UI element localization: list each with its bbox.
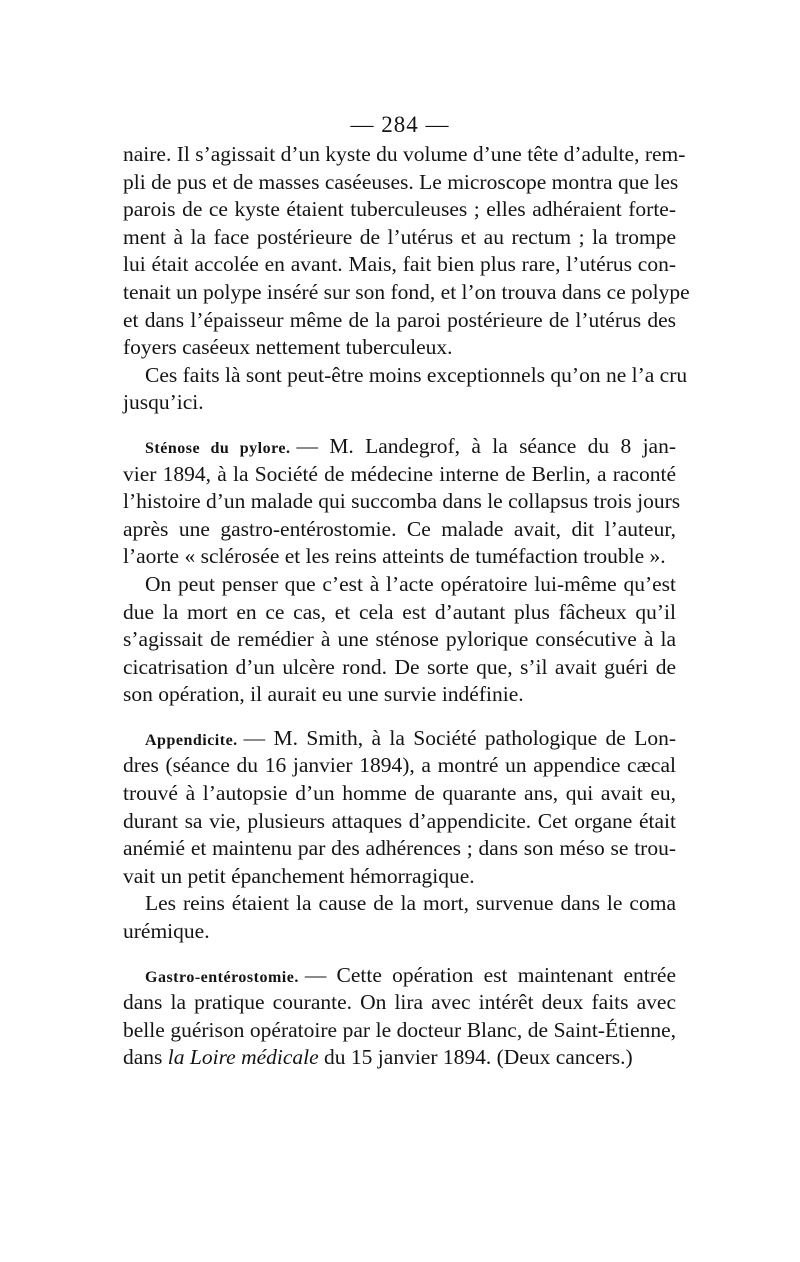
text-line: pli de pus et de masses caséeuses. Le microscope montra que les (123, 169, 679, 194)
intro-paragraph-2 (123, 362, 688, 417)
text-line: due la mort en ce cas, et cela est d’autant plus fâcheux qu’il (123, 599, 676, 624)
text-line: dans la pratique courante. On lira avec intérêt deux faits avec (123, 990, 676, 1015)
gastro-section (123, 962, 676, 1072)
text-line: Les reins étaient la cause de la mort, survenue dans le coma (145, 891, 676, 916)
text-line (123, 725, 676, 753)
text-line: dres (séance du 16 janvier 1894), a montré un appendice cæcal (123, 753, 676, 778)
text-line: lui était accolée en avant. Mais, fait bien plus rare, l’utérus con- (123, 252, 676, 277)
text-line: après une gastro-entérostomie. Ce malade avait, dit l’auteur, (123, 516, 676, 541)
text-line (123, 433, 676, 461)
section-heading: Gastro-entérostomie. (145, 968, 299, 986)
text-line: trouvé à l’autopsie d’un homme de quarante ans, qui avait eu, (123, 781, 676, 806)
journal-title: la Loire médicale (167, 1045, 319, 1070)
text-line: jusqu’ici. (123, 390, 204, 415)
text-line: Ces faits là sont peut-être moins exceptionnels qu’on ne l’a cru (145, 362, 688, 387)
text-line: s’agissait de remédier à une sténose pylorique consécutive à la (123, 627, 676, 652)
text-line: belle guérison opératoire par le docteur Blanc, de Saint-Étienne, (123, 1017, 676, 1042)
text-line: ment à la face postérieure de l’utérus et au rectum ; la trompe (123, 224, 676, 249)
text-line (123, 1044, 676, 1072)
line-end: du 15 janvier 1894. (Deux cancers.) (324, 1045, 633, 1070)
text-line: vier 1894, à la Société de médecine interne de Berlin, a raconté (123, 461, 676, 486)
text-line: cicatrisation d’un ulcère rond. De sorte que, s’il avait guéri de (123, 654, 676, 679)
text-line: anémié et maintenu par des adhérences ; dans son méso se trou- (123, 836, 676, 861)
text-line: et dans l’épaisseur même de la paroi postérieure de l’utérus des (123, 307, 676, 332)
page-body (123, 141, 690, 1072)
text-line: parois de ce kyste étaient tuberculeuses ; elles adhéraient forte- (123, 197, 676, 222)
line-start: dans (123, 1045, 163, 1070)
heading-line-rest: — Cette opération est maintenant entrée (304, 962, 676, 987)
heading-line-rest: — M. Smith, à la Société pathologique de Lon- (243, 725, 676, 750)
text-line: On peut penser que c’est à l’acte opératoire lui-même qu’est (145, 571, 676, 596)
text-line: l’histoire d’un malade qui succomba dans le collapsus trois jours (123, 489, 681, 514)
text-line: vait un petit épanchement hémorragique. (123, 863, 475, 888)
intro-paragraph (123, 141, 690, 362)
text-line: tenait un polype inséré sur son fond, et l’on trouva dans ce polype (123, 279, 690, 304)
text-line: naire. Il s’agissait d’un kyste du volume d’une tête d’adulte, rem- (123, 142, 686, 166)
section-heading: Sténose du pylore. (145, 439, 291, 457)
page-number: — 284 — (350, 112, 450, 137)
text-line: foyers caséeux nettement tuberculeux. (123, 335, 453, 360)
text-line (123, 962, 676, 990)
section-heading: Appendicite. (145, 731, 238, 749)
stenose-section (123, 433, 681, 709)
text-line: son opération, il aurait eu une survie indéfinie. (123, 682, 524, 707)
text-line: durant sa vie, plusieurs attaques d’appendicite. Cet organe était (123, 808, 676, 833)
heading-line-rest: — M. Landegrof, à la séance du 8 jan- (296, 433, 676, 458)
text-line: l’aorte « sclérosée et les reins atteints de tuméfaction trouble ». (123, 544, 666, 569)
text-line: urémique. (123, 919, 210, 944)
appendicite-section (123, 725, 676, 946)
